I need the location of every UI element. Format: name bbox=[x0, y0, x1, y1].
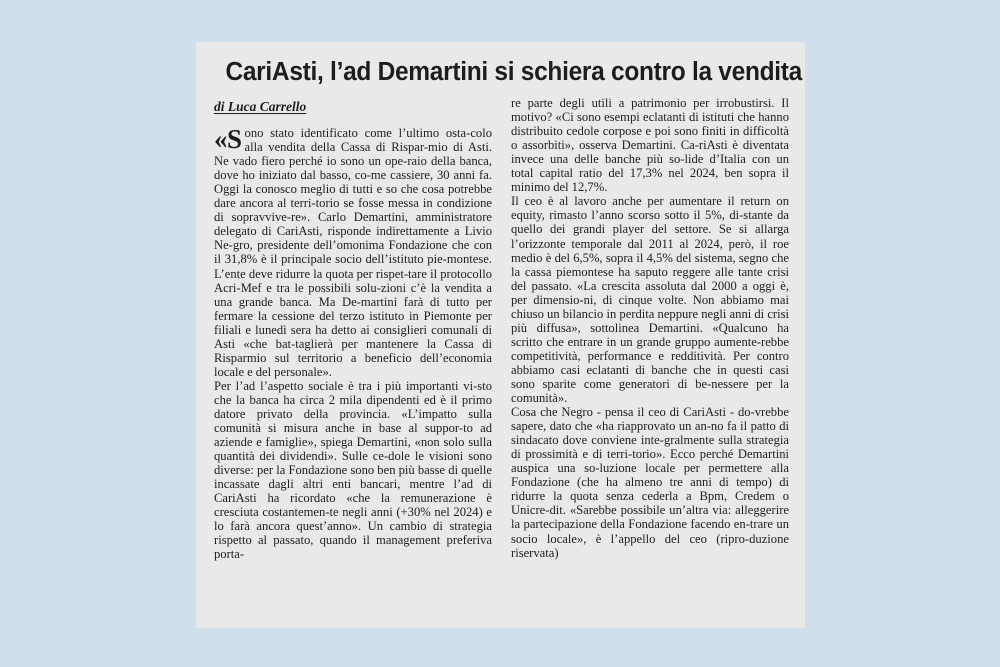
newspaper-clipping bbox=[196, 42, 805, 628]
article-headline: CariAsti, l’ad Demartini si schiera contro la vendita bbox=[225, 58, 802, 86]
paragraph-right-1: re parte degli utili a patrimonio per irrobustirsi. Il motivo? «Ci sono esempi eclatanti di istituti che hanno distribuito cedole corpose e poi sono finiti in difficoltà o assorbiti», osserva Demartini. Ca-riAsti è diventata invece una delle banche più so-lide d’Italia con un total capital ratio del 17,3% nel 2024, ben sopra il minimo del 12,7%. bbox=[511, 96, 789, 195]
byline-wrapper bbox=[214, 98, 492, 126]
paragraph-right-2: Il ceo è al lavoro anche per aumentare il return on equity, rimasto l’anno scorso sotto il 5%, di-stante da quello dei grandi player del settore. Se si allarga l’orizzonte temporale dal 2011 al 2024, però, il roe medio è del 6,5%, sopra il 4,5% del sistema, segno che la cassa piemontese ha saputo reggere alle tante crisi del passato. «La crescita assoluta dal 2000 a oggi è, per dimensio-ni, di cinque volte. Non abbiamo mai chiuso un bilancio in perdita neppure negli anni di crisi più diffusa», sottolinea Demartini. «Qualcuno ha scritto che entrare in un grande gruppo aumente-rebbe competitività, performance e redditività. Per contro abbiamo casi eclatanti di banche che in questi casi sono sparite come generatori di be-nessere per la comunità». bbox=[511, 194, 789, 406]
paragraph-right-3: Cosa che Negro - pensa il ceo di CariAsti - do-vrebbe sapere, dato che «ha riapprovato un an-no fa il patto di sindacato dove conviene inte-gralmente sulla strategia di prossimità e di terri-torio». Ecco perché Demartini auspica una so-luzione locale per permettere alla Fondazione (che ha almeno tre anni di tempo) di ridurre la quota senza cederla a Bpm, Credem o Unicre-dit. «Sarebbe possibile un’altra via: alleggerire la partecipazione della Fondazione facendo en-trare un socio locale», è l’appello del ceo (ripro-duzione riservata) bbox=[511, 405, 789, 560]
paragraph-lead-text: ono stato identificato come l’ultimo osta-colo alla vendita della Cassa di Rispar-mio di Asti. Ne vado fiero perché io sono un ope-raio della banca, dove ho iniziato dal basso, co-me cassiere, 30 anni fa. Oggi la conosco meglio di tutti e so che cosa potrebbe dare ancora al terri-torio se fosse messa in condizione di sopravvive-re». Carlo Demartini, amministratore delegato di CariAsti, risponde indirettamente a Livio Ne-gro, presidente dell’omonima Fondazione che con il 31,8% è il principale socio dell’istituto pie-montese. L’ente deve ridurre la quota per rispet-tare il protocollo Acri-Mef e tra le possibili solu-zioni c’è la vendita a una grande banca. Ma De-martini farà di tutto per fermare la cessione del terzo istituto in Piemonte per filiali e lunedì sera ha detto ai consiglieri comunali di Asti «che bat-taglierà per mantenere la Cassa di Risparmio sul territorio a beneficio dell’economia locale e del personale». bbox=[214, 126, 492, 379]
article-columns bbox=[214, 98, 787, 561]
article-byline: di Luca Carrello bbox=[214, 99, 307, 115]
column-right bbox=[511, 96, 789, 560]
column-left bbox=[214, 98, 492, 561]
paragraph-left-2: Per l’ad l’aspetto sociale è tra i più importanti vi-sto che la banca ha circa 2 mila dipendenti ed è il primo datore privato della provincia. «L’impatto sulla comunità si misura anche in base al suppor-to ad aziende e famiglie», spiega Demartini, «non solo sulla quantità dei dividendi». Sulle ce-dole le visioni sono diverse: per la Fondazione sono ben più basse di quelle incassate dagli altri enti bancari, mentre l’ad di CariAsti ha ricordato «che la remunerazione è cresciuta costantemen-te negli anni (+30% nel 2024) e lo farà ancora quest’anno». Un cambio di strategia rispetto al passato, quando il management preferiva porta- bbox=[214, 378, 492, 562]
drop-cap: «S bbox=[214, 124, 242, 155]
paragraph-lead bbox=[214, 126, 492, 379]
